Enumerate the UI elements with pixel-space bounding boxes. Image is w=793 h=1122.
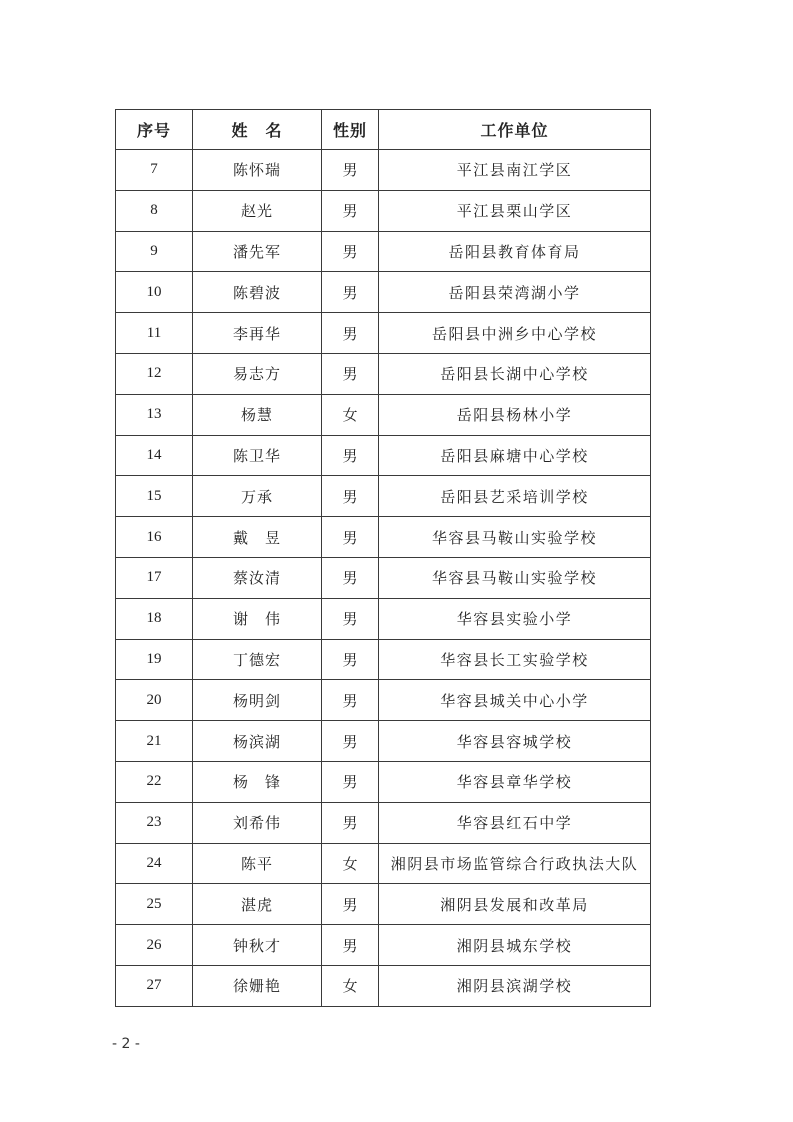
cell-gender: 男: [322, 925, 379, 966]
cell-name: 陈平: [193, 843, 322, 884]
cell-gender: 男: [322, 517, 379, 558]
cell-serial-number: 20: [116, 680, 193, 721]
table-row: [116, 394, 651, 435]
cell-work-unit: 湘阴县城东学校: [379, 925, 651, 966]
cell-gender: 男: [322, 802, 379, 843]
cell-gender: 男: [322, 435, 379, 476]
cell-gender: 男: [322, 598, 379, 639]
cell-name: 戴 昱: [193, 517, 322, 558]
cell-name: 刘希伟: [193, 802, 322, 843]
cell-gender: 男: [322, 680, 379, 721]
cell-name: 丁德宏: [193, 639, 322, 680]
table-body: [116, 150, 651, 1007]
cell-gender: 男: [322, 231, 379, 272]
cell-gender: 男: [322, 557, 379, 598]
cell-name: 钟秋才: [193, 925, 322, 966]
table-row: [116, 517, 651, 558]
page-number: - 2 -: [112, 1036, 140, 1052]
cell-serial-number: 24: [116, 843, 193, 884]
cell-serial-number: 8: [116, 190, 193, 231]
header-name: 姓 名: [193, 110, 322, 150]
cell-serial-number: 9: [116, 231, 193, 272]
cell-serial-number: 14: [116, 435, 193, 476]
cell-serial-number: 26: [116, 925, 193, 966]
cell-name: 陈怀瑞: [193, 150, 322, 191]
table-row: [116, 639, 651, 680]
cell-serial-number: 7: [116, 150, 193, 191]
table-row: [116, 313, 651, 354]
cell-work-unit: 岳阳县麻塘中心学校: [379, 435, 651, 476]
cell-name: 潘先军: [193, 231, 322, 272]
cell-serial-number: 19: [116, 639, 193, 680]
table-row: [116, 557, 651, 598]
table-row: [116, 925, 651, 966]
cell-work-unit: 岳阳县长湖中心学校: [379, 353, 651, 394]
cell-work-unit: 华容县马鞍山实验学校: [379, 557, 651, 598]
cell-work-unit: 华容县长工实验学校: [379, 639, 651, 680]
table-row: [116, 843, 651, 884]
cell-serial-number: 12: [116, 353, 193, 394]
table-row: [116, 721, 651, 762]
cell-work-unit: 华容县红石中学: [379, 802, 651, 843]
cell-work-unit: 平江县栗山学区: [379, 190, 651, 231]
cell-serial-number: 15: [116, 476, 193, 517]
cell-name: 李再华: [193, 313, 322, 354]
cell-serial-number: 13: [116, 394, 193, 435]
cell-gender: 男: [322, 150, 379, 191]
cell-gender: 女: [322, 843, 379, 884]
table-row: [116, 353, 651, 394]
table-row: [116, 598, 651, 639]
cell-serial-number: 21: [116, 721, 193, 762]
cell-work-unit: 岳阳县杨林小学: [379, 394, 651, 435]
cell-gender: 男: [322, 721, 379, 762]
cell-work-unit: 湘阴县滨湖学校: [379, 965, 651, 1006]
cell-work-unit: 岳阳县艺采培训学校: [379, 476, 651, 517]
cell-gender: 男: [322, 476, 379, 517]
cell-name: 易志方: [193, 353, 322, 394]
cell-name: 赵光: [193, 190, 322, 231]
cell-serial-number: 11: [116, 313, 193, 354]
header-serial-number: 序号: [116, 110, 193, 150]
table-row: [116, 272, 651, 313]
cell-work-unit: 岳阳县中洲乡中心学校: [379, 313, 651, 354]
header-work-unit: 工作单位: [379, 110, 651, 150]
cell-gender: 女: [322, 965, 379, 1006]
cell-serial-number: 22: [116, 761, 193, 802]
cell-gender: 男: [322, 353, 379, 394]
cell-name: 徐姗艳: [193, 965, 322, 1006]
cell-name: 杨慧: [193, 394, 322, 435]
table-row: [116, 680, 651, 721]
table-row: [116, 761, 651, 802]
table-row: [116, 965, 651, 1006]
cell-gender: 女: [322, 394, 379, 435]
cell-work-unit: 湘阴县发展和改革局: [379, 884, 651, 925]
cell-serial-number: 17: [116, 557, 193, 598]
cell-work-unit: 华容县马鞍山实验学校: [379, 517, 651, 558]
cell-serial-number: 25: [116, 884, 193, 925]
cell-gender: 男: [322, 272, 379, 313]
cell-work-unit: 华容县容城学校: [379, 721, 651, 762]
cell-serial-number: 18: [116, 598, 193, 639]
cell-name: 杨 锋: [193, 761, 322, 802]
cell-work-unit: 岳阳县教育体育局: [379, 231, 651, 272]
table-row: [116, 884, 651, 925]
cell-name: 陈卫华: [193, 435, 322, 476]
table-row: [116, 150, 651, 191]
cell-gender: 男: [322, 761, 379, 802]
cell-serial-number: 16: [116, 517, 193, 558]
cell-gender: 男: [322, 884, 379, 925]
cell-work-unit: 湘阴县市场监管综合行政执法大队: [379, 843, 651, 884]
cell-name: 湛虎: [193, 884, 322, 925]
cell-name: 万承: [193, 476, 322, 517]
cell-serial-number: 10: [116, 272, 193, 313]
personnel-table: [115, 109, 651, 1007]
cell-work-unit: 华容县实验小学: [379, 598, 651, 639]
table-row: [116, 190, 651, 231]
cell-name: 谢 伟: [193, 598, 322, 639]
table-row: [116, 231, 651, 272]
table-row: [116, 802, 651, 843]
cell-name: 杨明剑: [193, 680, 322, 721]
cell-name: 蔡汝清: [193, 557, 322, 598]
cell-serial-number: 27: [116, 965, 193, 1006]
cell-name: 陈碧波: [193, 272, 322, 313]
cell-work-unit: 华容县章华学校: [379, 761, 651, 802]
cell-gender: 男: [322, 313, 379, 354]
table-row: [116, 476, 651, 517]
cell-work-unit: 岳阳县荣湾湖小学: [379, 272, 651, 313]
cell-name: 杨滨湖: [193, 721, 322, 762]
header-gender: 性别: [322, 110, 379, 150]
cell-work-unit: 平江县南江学区: [379, 150, 651, 191]
cell-gender: 男: [322, 190, 379, 231]
cell-work-unit: 华容县城关中心小学: [379, 680, 651, 721]
table-row: [116, 435, 651, 476]
table-header-row: [116, 110, 651, 150]
cell-serial-number: 23: [116, 802, 193, 843]
cell-gender: 男: [322, 639, 379, 680]
